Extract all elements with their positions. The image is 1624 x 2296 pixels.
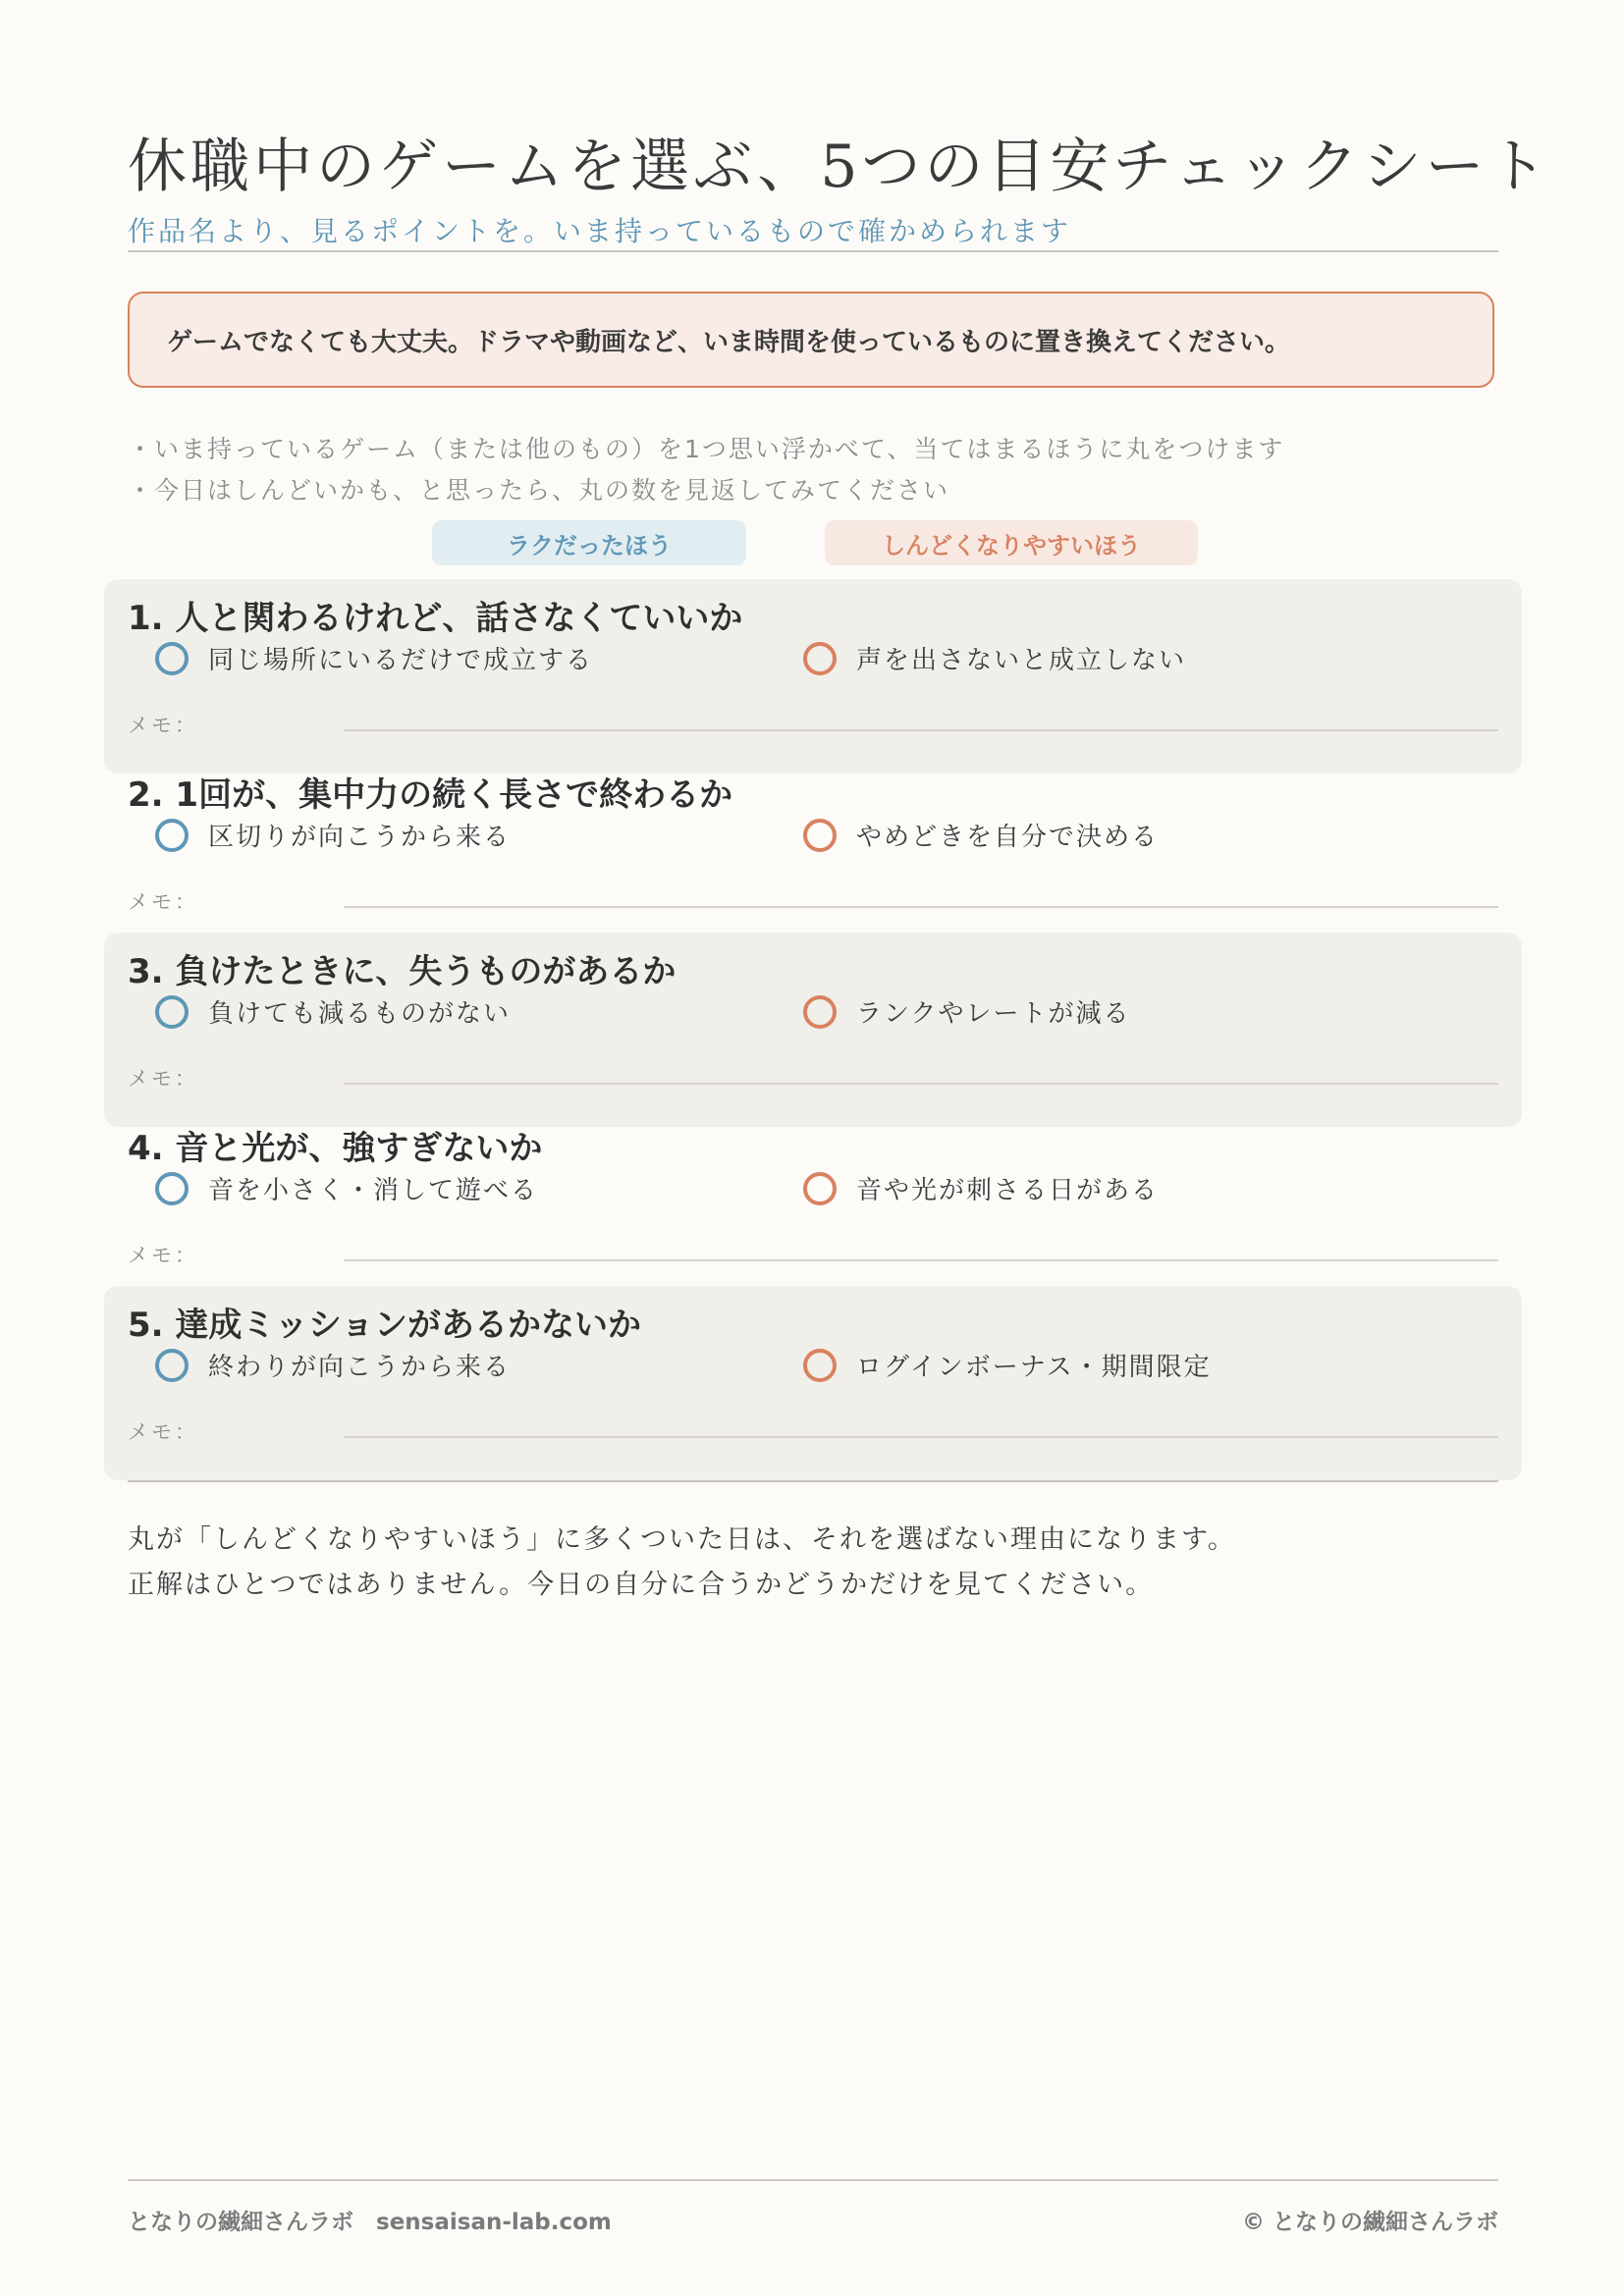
option-label: 声を出さないと成立しない	[856, 646, 1187, 675]
footer-copyright: © となりの繊細さんラボ	[1241, 2210, 1498, 2235]
memo-line[interactable]	[344, 1083, 1498, 1085]
circle-checkbox-icon[interactable]	[155, 642, 189, 675]
memo-label: メモ：	[128, 714, 198, 737]
question-2	[104, 756, 1522, 950]
option-easy[interactable]	[155, 640, 593, 676]
circle-checkbox-icon[interactable]	[155, 1349, 189, 1382]
option-label: 音を小さく・消して遊べる	[208, 1176, 539, 1205]
memo-line[interactable]	[344, 1259, 1498, 1261]
option-hard[interactable]	[803, 817, 1159, 853]
column-header-easy: ラクだったほう	[432, 520, 746, 565]
question-title: 5. 達成ミッションがあるかないか	[128, 1306, 642, 1345]
question-5	[104, 1286, 1522, 1480]
title-divider	[128, 250, 1498, 252]
option-label: ランクやレートが減る	[856, 999, 1131, 1029]
question-title: 2. 1回が、集中力の続く長さで終わるか	[128, 775, 733, 815]
option-label: 負けても減るものがない	[208, 999, 512, 1029]
page-title: 休職中のゲームを選ぶ、5つの目安チェックシート	[128, 133, 1551, 201]
memo-label: メモ：	[128, 890, 198, 914]
question-4	[104, 1109, 1522, 1304]
memo-line[interactable]	[344, 1436, 1498, 1438]
option-label: 区切りが向こうから来る	[208, 823, 512, 852]
closing-line-2: 正解はひとつではありません。今日の自分に合うかどうかだけを見てください。	[128, 1570, 1155, 1600]
footer-site: となりの繊細さんラボ sensaisan-lab.com	[128, 2210, 612, 2235]
section-divider	[128, 1480, 1498, 1482]
circle-checkbox-icon[interactable]	[803, 995, 837, 1029]
memo-label: メモ：	[128, 1067, 198, 1091]
column-header-hard: しんどくなりやすいほう	[825, 520, 1198, 565]
circle-checkbox-icon[interactable]	[803, 1172, 837, 1205]
closing-line-1: 丸が「しんどくなりやすいほう」に多くついた日は、それを選ばない理由になります。	[128, 1524, 1236, 1555]
circle-checkbox-icon[interactable]	[155, 819, 189, 852]
circle-checkbox-icon[interactable]	[155, 995, 189, 1029]
option-easy[interactable]	[155, 817, 511, 853]
option-hard[interactable]	[803, 1170, 1159, 1206]
question-title: 1. 人と関わるけれど、話さなくていいか	[128, 599, 743, 638]
circle-checkbox-icon[interactable]	[803, 819, 837, 852]
option-easy[interactable]	[155, 1347, 511, 1383]
footer-divider	[128, 2179, 1498, 2181]
memo-line[interactable]	[344, 906, 1498, 908]
option-easy[interactable]	[155, 993, 511, 1030]
option-hard[interactable]	[803, 993, 1130, 1030]
option-hard[interactable]	[803, 1347, 1212, 1383]
memo-line[interactable]	[344, 729, 1498, 731]
question-title: 4. 音と光が、強すぎないか	[128, 1129, 543, 1168]
option-label: 終わりが向こうから来る	[208, 1353, 512, 1382]
instruction-line-1: ・いま持っているゲーム（または他のもの）を1つ思い浮かべて、当てはまるほうに丸をつけます	[128, 435, 1285, 463]
circle-checkbox-icon[interactable]	[803, 642, 837, 675]
question-3	[104, 933, 1522, 1127]
option-label: ログインボーナス・期間限定	[856, 1353, 1212, 1382]
option-label: やめどきを自分で決める	[856, 823, 1160, 852]
memo-label: メモ：	[128, 1244, 198, 1267]
memo-label: メモ：	[128, 1420, 198, 1444]
option-easy[interactable]	[155, 1170, 538, 1206]
question-1	[104, 579, 1522, 774]
option-hard[interactable]	[803, 640, 1186, 676]
question-title: 3. 負けたときに、失うものがあるか	[128, 952, 677, 991]
circle-checkbox-icon[interactable]	[803, 1349, 837, 1382]
instruction-line-2: ・今日はしんどいかも、と思ったら、丸の数を見返してみてください	[128, 476, 950, 505]
option-label: 同じ場所にいるだけで成立する	[208, 646, 594, 675]
notice-text: ゲームでなくても大丈夫。ドラマや動画など、いま時間を使っているものに置き換えてください。	[167, 327, 1291, 357]
notice-box	[128, 292, 1494, 388]
page-subtitle: 作品名より、見るポイントを。いま持っているもので確かめられます	[128, 215, 1072, 247]
circle-checkbox-icon[interactable]	[155, 1172, 189, 1205]
option-label: 音や光が刺さる日がある	[856, 1176, 1160, 1205]
